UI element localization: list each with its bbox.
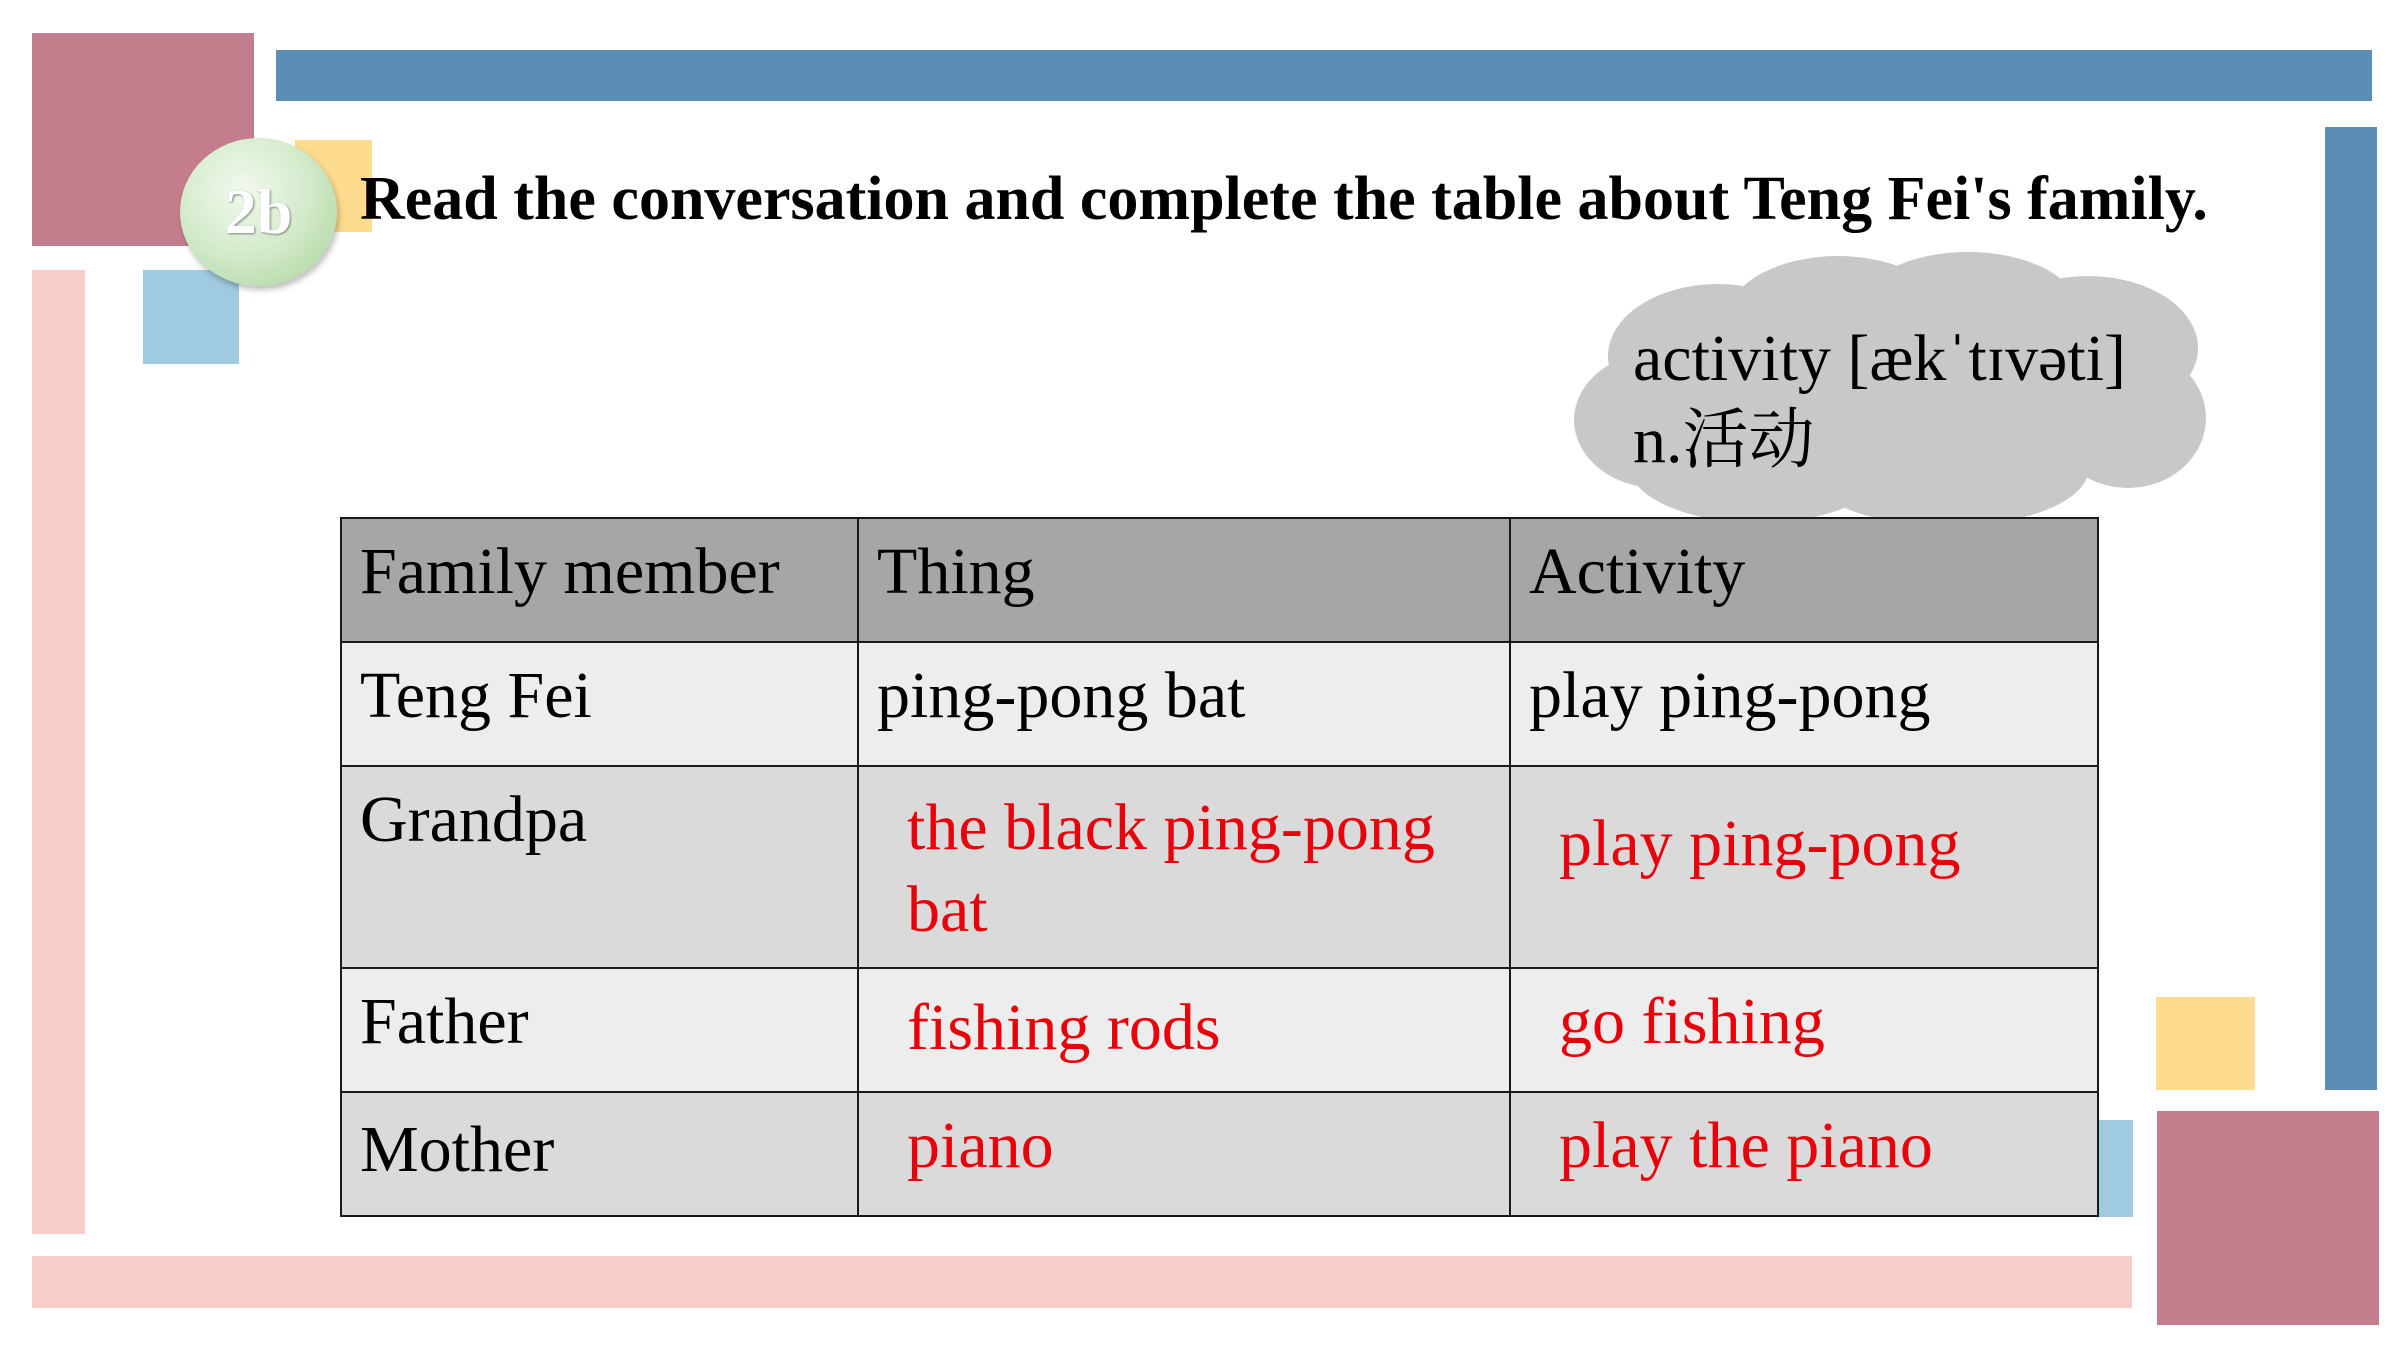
cell-member: Grandpa (341, 766, 858, 968)
answer-activity: go fishing (1510, 968, 2098, 1092)
table-row (341, 968, 2098, 1092)
decor-bar-blue-right (2325, 127, 2377, 1090)
section-badge-label: 2b (224, 176, 293, 247)
header-family-member: Family member (341, 518, 858, 642)
vocab-definition: n.活动 (1633, 404, 1815, 477)
vocab-note (1633, 318, 2126, 482)
family-activity-table (340, 517, 2099, 1217)
cell-activity: play ping-pong (1510, 642, 2098, 766)
decor-square-lightblue-top (143, 270, 239, 364)
instruction-heading: Read the conversation and complete the table about Teng Fei's family. (360, 165, 2208, 233)
table-row (341, 766, 2098, 968)
table-row (341, 1092, 2098, 1216)
decor-square-yellow-bottom (2156, 997, 2255, 1090)
answer-thing: fishing rods (858, 968, 1510, 1092)
cell-member: Teng Fei (341, 642, 858, 766)
answer-thing: the black ping-pong bat (858, 766, 1510, 968)
section-badge (180, 138, 337, 286)
answer-activity: play ping-pong (1510, 766, 2098, 968)
decor-bar-pink-left (32, 270, 85, 1234)
cell-member: Mother (341, 1092, 858, 1216)
table-header-row (341, 518, 2098, 642)
cell-thing: ping-pong bat (858, 642, 1510, 766)
answer-activity: play the piano (1510, 1092, 2098, 1216)
vocab-word: activity [ækˈtɪvəti] (1633, 322, 2127, 395)
decor-bar-pink-bottom (32, 1256, 2132, 1308)
decor-bar-blue-top (276, 50, 2372, 101)
answer-thing: piano (858, 1092, 1510, 1216)
header-activity: Activity (1510, 518, 2098, 642)
cell-member: Father (341, 968, 858, 1092)
table-row (341, 642, 2098, 766)
decor-block-pink-bottom-right (2157, 1111, 2379, 1325)
header-thing: Thing (858, 518, 1510, 642)
